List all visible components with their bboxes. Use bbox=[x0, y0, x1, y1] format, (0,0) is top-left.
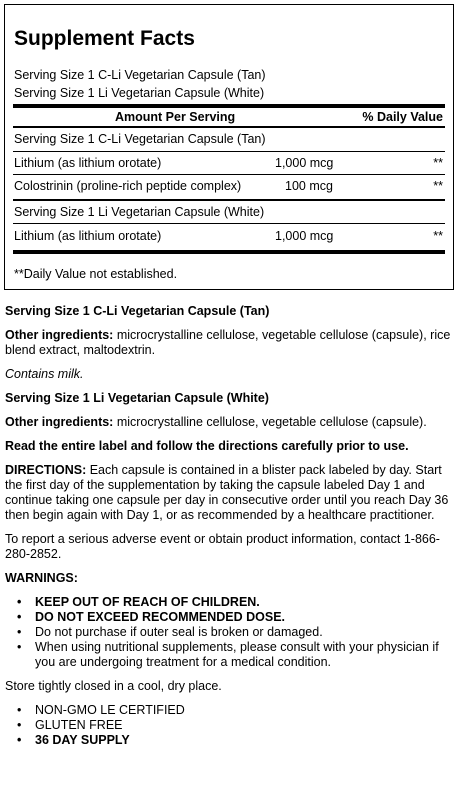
white-capsule-heading: Serving Size 1 Li Vegetarian Capsule (White) bbox=[5, 391, 269, 405]
header-amount: Amount Per Serving bbox=[115, 110, 236, 124]
other-ingredients-label: Other ingredients: bbox=[5, 328, 114, 342]
daily-value-footnote: **Daily Value not established. bbox=[14, 267, 178, 281]
label-text bbox=[5, 304, 455, 748]
tan-ingredients bbox=[5, 328, 455, 358]
list-item: • NON-GMO LE CERTIFIED bbox=[17, 703, 185, 717]
list-item: • When using nutritional supplements, please consult with your physician if you are undergoing treatment for a medical condition. bbox=[17, 640, 439, 669]
nutrient-name: Lithium (as lithium orotate) bbox=[14, 156, 162, 170]
nutrient-dv: ** bbox=[433, 179, 443, 193]
divider bbox=[13, 199, 445, 201]
read-label-notice: Read the entire label and follow the directions carefully prior to use. bbox=[5, 439, 409, 453]
divider bbox=[13, 151, 445, 152]
section-label-white: Serving Size 1 Li Vegetarian Capsule (White) bbox=[14, 205, 265, 219]
nutrient-name: Lithium (as lithium orotate) bbox=[14, 229, 162, 243]
claims-list bbox=[5, 703, 455, 748]
directions-label: DIRECTIONS: bbox=[5, 463, 87, 477]
thick-divider bbox=[13, 250, 445, 254]
nutrient-amount: 1,000 mcg bbox=[275, 229, 334, 243]
ingredients-text: microcrystalline cellulose, vegetable cellulose (capsule), rice blend extract, maltodextrin. bbox=[5, 328, 451, 357]
bullet-icon: • bbox=[17, 718, 22, 732]
list-item: • KEEP OUT OF REACH OF CHILDREN. bbox=[17, 595, 260, 609]
bullet-icon: • bbox=[17, 595, 22, 609]
facts-title: Supplement Facts bbox=[14, 27, 195, 50]
thick-divider bbox=[13, 104, 445, 108]
list-item: • DO NOT EXCEED RECOMMENDED DOSE. bbox=[17, 610, 286, 624]
bullet-icon: • bbox=[17, 733, 22, 747]
divider bbox=[13, 174, 445, 175]
serving-size-white: Serving Size 1 Li Vegetarian Capsule (White) bbox=[14, 86, 265, 100]
divider bbox=[13, 126, 445, 128]
supplement-facts-panel bbox=[4, 4, 454, 290]
directions-text: Each capsule is contained in a blister pack labeled by day. Start the first day of the supplementation by taking the capsule labeled Day 1 and continue taking one capsule per day in consecutive order until you reach Day 36 then begin again with Day 1, or as recommended by a healthcare practitioner. bbox=[5, 463, 449, 522]
warnings-heading: WARNINGS: bbox=[5, 571, 78, 585]
other-ingredients-label: Other ingredients: bbox=[5, 415, 114, 429]
bullet-icon: • bbox=[17, 640, 22, 654]
tan-capsule-heading: Serving Size 1 C-Li Vegetarian Capsule (Tan) bbox=[5, 304, 270, 318]
warnings-list bbox=[5, 595, 455, 670]
nutrient-amount: 1,000 mcg bbox=[275, 156, 334, 170]
bullet-icon: • bbox=[17, 703, 22, 717]
nutrient-amount: 100 mcg bbox=[285, 179, 333, 193]
header-daily-value: % Daily Value bbox=[362, 110, 443, 124]
bullet-icon: • bbox=[17, 610, 22, 624]
nutrient-dv: ** bbox=[433, 156, 443, 170]
nutrient-dv: ** bbox=[433, 229, 443, 243]
contains-milk: Contains milk. bbox=[5, 367, 84, 381]
divider bbox=[13, 223, 445, 224]
directions bbox=[5, 463, 455, 523]
serving-size-tan: Serving Size 1 C-Li Vegetarian Capsule (Tan) bbox=[14, 68, 266, 82]
nutrient-name: Colostrinin (proline-rich peptide complex) bbox=[14, 179, 242, 193]
report-contact: To report a serious adverse event or obtain product information, contact 1-866-280-2852. bbox=[5, 532, 440, 561]
bullet-icon: • bbox=[17, 625, 22, 639]
white-ingredients bbox=[5, 415, 455, 430]
list-item: • GLUTEN FREE bbox=[17, 718, 123, 732]
list-item: • Do not purchase if outer seal is broken or damaged. bbox=[17, 625, 323, 639]
section-label-tan: Serving Size 1 C-Li Vegetarian Capsule (Tan) bbox=[14, 132, 266, 146]
ingredients-text: microcrystalline cellulose, vegetable cellulose (capsule). bbox=[113, 415, 427, 429]
list-item: • 36 DAY SUPPLY bbox=[17, 733, 130, 747]
storage-instructions: Store tightly closed in a cool, dry place. bbox=[5, 679, 222, 693]
